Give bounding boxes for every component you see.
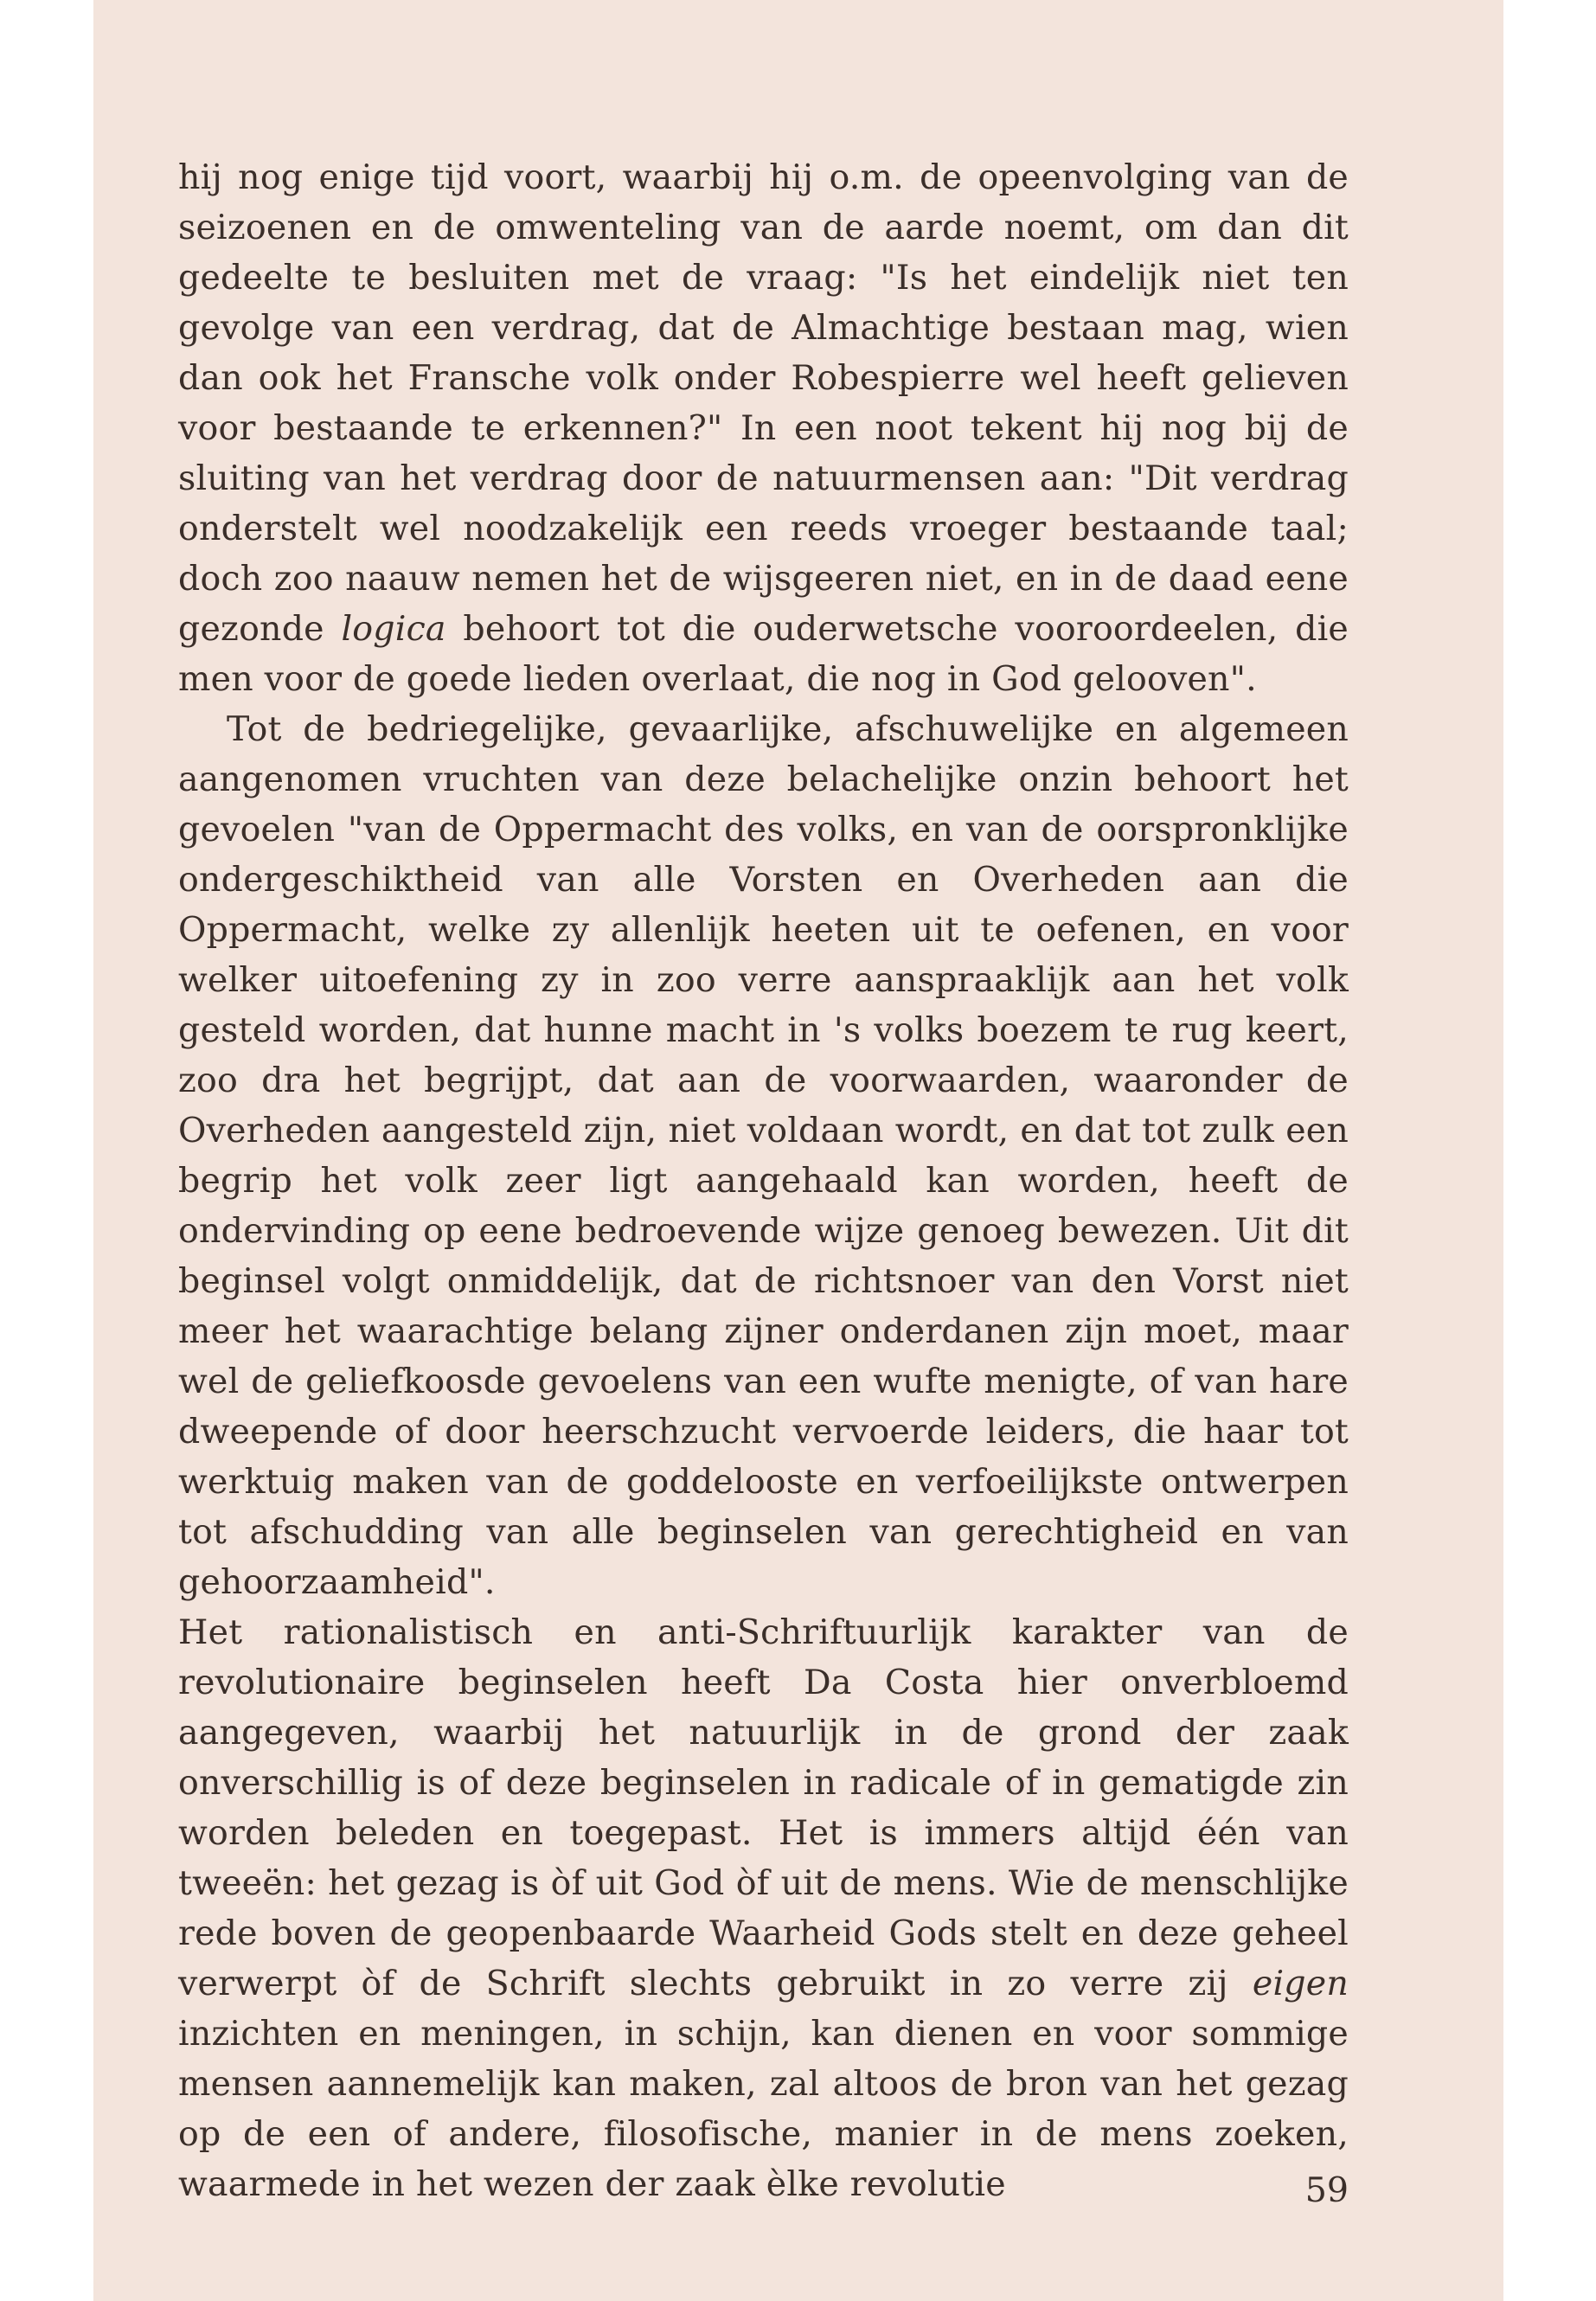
body-text	[178, 152, 1349, 2209]
paragraph-3	[178, 1607, 1349, 2209]
paragraph-1-text: hij nog enige tijd voort, waarbij hij o.m. de opeenvolging van de seizoenen en de omwenteling van de aarde noemt, om dan dit gedeelte te besluiten met de vraag: "Is het eindelijk niet ten gevolge van een verdrag, dat de Almachtige bestaan mag, wien dan ook het Fransche volk onder Robespierre wel heeft gelieven voor bestaande te erkennen?" In een noot tekent hij nog bij de sluiting van het verdrag door de natuurmensen aan: "Dit verdrag onderstelt wel noodzakelijk een reeds vroeger bestaande taal; doch zoo naauw nemen het de wijsgeeren niet, en in de daad eene gezonde	[178, 157, 1349, 649]
paragraph-2-text: Tot de bedriegelijke, gevaarlijke, afschuwelijke en algemeen aangenomen vruchten van deze belachelijke onzin behoort het gevoelen "van de Oppermacht des volks, en van de oorspronklijke ondergeschiktheid van alle Vorsten en Overheden aan die Oppermacht, welke zy allenlijk heeten uit te oefenen, en voor welker uitoefening zy in zoo verre aanspraaklijk aan het volk gesteld worden, dat hunne macht in 's volks boezem te rug keert, zoo dra het begrijpt, dat aan de voorwaarden, waaronder de Overheden aangesteld zijn, niet voldaan wordt, en dat tot zulk een begrip het volk zeer ligt aangehaald kan worden, heeft de ondervinding op eene bedroevende wijze genoeg bewezen. Uit dit beginsel volgt onmiddelijk, dat de richtsnoer van den Vorst niet meer het waarachtige belang zijner onderdanen zijn moet, maar wel de geliefkoosde gevoelens van een wufte menigte, of van hare dweepende of door heerschzucht vervoerde leiders, die haar tot werktuig maken van de goddelooste en verfoeilijkste ontwerpen tot afschudding van alle beginselen van gerechtigheid en van gehoorzaamheid".	[178, 709, 1349, 1602]
book-page	[93, 0, 1503, 2301]
paragraph-1	[178, 152, 1349, 704]
paragraph-3-text: Het rationalistisch en anti-Schriftuurlijk karakter van de revolutionaire beginselen heeft Da Costa hier onverbloemd aangegeven, waarbij het natuurlijk in de grond der zaak onverschillig is of deze beginselen in radicale of in gematigde zin worden beleden en toegepast. Het is immers altijd één van tweeën: het gezag is òf uit God òf uit de mens. Wie de menschlijke rede boven de geopenbaarde Waarheid Gods stelt en deze geheel verwerpt òf de Schrift slechts gebruikt in zo verre zij	[178, 1612, 1349, 2003]
italic-eigen: eigen	[1252, 1964, 1349, 2003]
paragraph-2	[178, 704, 1349, 1607]
page-number: 59	[1304, 2170, 1349, 2210]
paragraph-1-text-after: behoort tot die ouderwetsche vooroordeelen, die men voor de goede lieden overlaat, die nog in God gelooven".	[178, 609, 1349, 699]
paragraph-3-text-after: inzichten en meningen, in schijn, kan dienen en voor sommige mensen aannemelijk kan maken, zal altoos de bron van het gezag op de een of andere, filosofische, manier in de mens zoeken, waarmede in het wezen der zaak èlke revolutie	[178, 2014, 1349, 2204]
italic-logica: logica	[341, 609, 446, 649]
